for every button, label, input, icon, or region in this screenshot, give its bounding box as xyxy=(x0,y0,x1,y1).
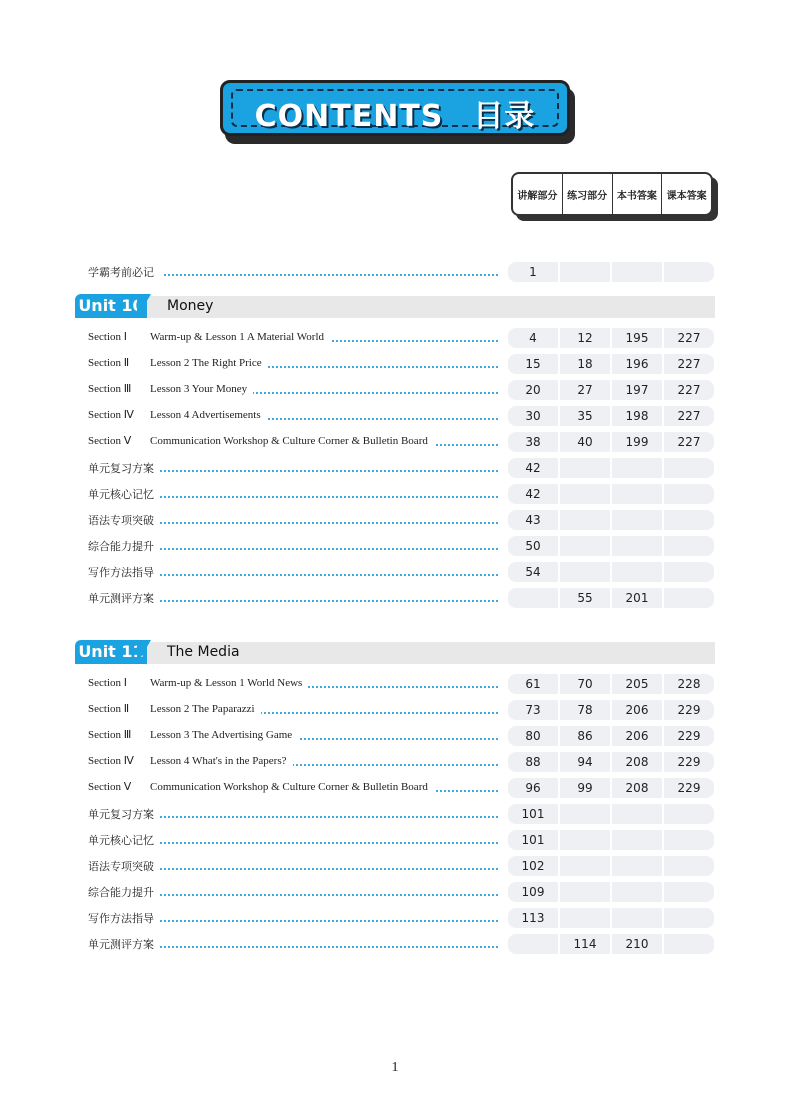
page-practice xyxy=(560,908,610,928)
page-textbook-answers xyxy=(664,484,714,504)
page-book-answers xyxy=(612,458,662,478)
toc-row-intro[interactable] xyxy=(88,262,714,282)
page-book-answers: 197 xyxy=(612,380,662,400)
page-textbook-answers xyxy=(664,588,714,608)
page-cells xyxy=(508,726,714,746)
unit-header xyxy=(75,642,715,664)
toc-entry-title: 单元核心记忆 xyxy=(88,834,154,847)
title-chinese: 目录 xyxy=(473,99,536,134)
page-explanation: 73 xyxy=(508,700,558,720)
page-book-answers: 195 xyxy=(612,328,662,348)
toc-row[interactable] xyxy=(88,752,714,772)
page-practice: 27 xyxy=(560,380,610,400)
page-cells xyxy=(508,588,714,608)
page-title xyxy=(223,91,567,135)
leader-dots xyxy=(148,842,498,844)
page-cells xyxy=(508,262,714,282)
page-practice: 18 xyxy=(560,354,610,374)
page-practice: 40 xyxy=(560,432,610,452)
leader-dots xyxy=(148,574,498,576)
toc-entry-title: 单元核心记忆 xyxy=(88,488,154,501)
column-header-explanation: 讲解部分 xyxy=(513,174,563,214)
toc-entry-label xyxy=(88,486,160,502)
page-practice xyxy=(560,262,610,282)
toc-entry-label xyxy=(88,460,160,476)
page-explanation: 20 xyxy=(508,380,558,400)
page-practice xyxy=(560,856,610,876)
toc-entry-label xyxy=(88,806,160,822)
leader-dots xyxy=(148,920,498,922)
toc-entry-title: Lesson 4 Advertisements xyxy=(150,409,261,421)
unit-tag-corner xyxy=(137,640,151,664)
page-textbook-answers xyxy=(664,830,714,850)
toc-row[interactable] xyxy=(88,380,714,400)
page-cells xyxy=(508,510,714,530)
toc-entry-title: Communication Workshop & Culture Corner & Bulletin Board xyxy=(150,781,428,793)
page-explanation xyxy=(508,588,558,608)
toc-entry-label: 学霸考前必记 xyxy=(88,264,160,280)
page-explanation: 80 xyxy=(508,726,558,746)
page-practice: 114 xyxy=(560,934,610,954)
leader-dots xyxy=(148,600,498,602)
section-number: Section Ⅳ xyxy=(88,755,134,767)
toc-entry-title: 综合能力提升 xyxy=(88,886,154,899)
toc-entry-title: 写作方法指导 xyxy=(88,566,154,579)
section-number: Section Ⅲ xyxy=(88,729,132,741)
page-explanation: 42 xyxy=(508,484,558,504)
page-book-answers: 206 xyxy=(612,726,662,746)
page-explanation: 38 xyxy=(508,432,558,452)
page-book-answers xyxy=(612,262,662,282)
page-explanation: 43 xyxy=(508,510,558,530)
leader-dots xyxy=(148,470,498,472)
page-textbook-answers xyxy=(664,458,714,478)
toc-entry-title: Warm-up & Lesson 1 A Material World xyxy=(150,331,324,343)
unit-header xyxy=(75,296,715,318)
column-header-practice: 练习部分 xyxy=(563,174,613,214)
column-header-book-answers: 本书答案 xyxy=(613,174,663,214)
page-cells xyxy=(508,752,714,772)
page-textbook-answers xyxy=(664,262,714,282)
toc-entry-title: Warm-up & Lesson 1 World News xyxy=(150,677,303,689)
page-textbook-answers xyxy=(664,562,714,582)
toc-row[interactable] xyxy=(88,510,714,530)
toc-row[interactable] xyxy=(88,804,714,824)
toc-entry-label xyxy=(88,538,160,554)
toc-entry-label xyxy=(88,936,160,952)
unit-name: Money xyxy=(167,298,214,314)
page-textbook-answers: 227 xyxy=(664,354,714,374)
toc-row[interactable] xyxy=(88,700,714,720)
page-cells xyxy=(508,856,714,876)
page-cells xyxy=(508,406,714,426)
toc-entry-label xyxy=(88,434,434,447)
toc-entry-title: Lesson 2 The Right Price xyxy=(150,357,262,369)
page-cells xyxy=(508,830,714,850)
toc-entry-label xyxy=(88,676,308,689)
page-book-answers xyxy=(612,484,662,504)
leader-dots xyxy=(148,522,498,524)
page-book-answers xyxy=(612,908,662,928)
toc-row[interactable] xyxy=(88,778,714,798)
page-book-answers xyxy=(612,882,662,902)
toc-row[interactable] xyxy=(88,406,714,426)
toc-entry-title: Lesson 4 What's in the Papers? xyxy=(150,755,287,767)
page-cells xyxy=(508,778,714,798)
page-cells xyxy=(508,432,714,452)
column-header-textbook-answers: 课本答案 xyxy=(666,190,707,202)
leader-dots xyxy=(148,868,498,870)
page-cells xyxy=(508,536,714,556)
toc-row[interactable] xyxy=(88,432,714,452)
toc-entry-title: 综合能力提升 xyxy=(88,540,154,553)
page-explanation: 109 xyxy=(508,882,558,902)
title-english: CONTENTS xyxy=(254,99,444,134)
page-textbook-answers xyxy=(664,804,714,824)
section-number: Section Ⅳ xyxy=(88,409,134,421)
page-textbook-answers: 227 xyxy=(664,432,714,452)
page-explanation: 1 xyxy=(508,262,558,282)
page-practice xyxy=(560,510,610,530)
page-book-answers: 196 xyxy=(612,354,662,374)
page-cells xyxy=(508,354,714,374)
toc-entry-title: Lesson 3 The Advertising Game xyxy=(150,729,293,741)
page-textbook-answers: 229 xyxy=(664,752,714,772)
toc-entry-label xyxy=(88,910,160,926)
page-number: 1 xyxy=(391,1060,399,1075)
page-practice: 12 xyxy=(560,328,610,348)
page-book-answers xyxy=(612,830,662,850)
leader-dots xyxy=(148,548,498,550)
page-practice: 70 xyxy=(560,674,610,694)
toc-entry-title: 语法专项突破 xyxy=(88,860,154,873)
section-number: Section Ⅴ xyxy=(88,781,132,793)
unit-tag-corner xyxy=(137,294,151,318)
toc-row[interactable] xyxy=(88,562,714,582)
page-textbook-answers: 228 xyxy=(664,674,714,694)
toc-entry-title: Communication Workshop & Culture Corner & Bulletin Board xyxy=(150,435,428,447)
page-book-answers: 208 xyxy=(612,778,662,798)
page-practice xyxy=(560,484,610,504)
toc-entry-label xyxy=(88,754,293,767)
page-book-answers: 210 xyxy=(612,934,662,954)
page-textbook-answers: 227 xyxy=(664,328,714,348)
page-practice: 86 xyxy=(560,726,610,746)
page-explanation: 88 xyxy=(508,752,558,772)
toc-entry-title: 单元复习方案 xyxy=(88,808,154,821)
leader-dots xyxy=(148,816,498,818)
page-textbook-answers: 227 xyxy=(664,380,714,400)
page-practice: 35 xyxy=(560,406,610,426)
page-explanation xyxy=(508,934,558,954)
page-textbook-answers xyxy=(664,536,714,556)
page-practice xyxy=(560,458,610,478)
page-cells xyxy=(508,562,714,582)
toc-entry-label xyxy=(88,780,434,793)
toc-entry-label xyxy=(88,408,267,421)
toc-row[interactable] xyxy=(88,830,714,850)
page-practice: 78 xyxy=(560,700,610,720)
page-book-answers xyxy=(612,804,662,824)
page-book-answers: 199 xyxy=(612,432,662,452)
toc-entry-label xyxy=(88,702,261,715)
unit-header-bar xyxy=(135,296,715,318)
section-number: Section Ⅴ xyxy=(88,435,132,447)
section-number: Section Ⅰ xyxy=(88,677,127,689)
page-book-answers: 205 xyxy=(612,674,662,694)
toc-row[interactable] xyxy=(88,726,714,746)
page-explanation: 61 xyxy=(508,674,558,694)
page-cells xyxy=(508,328,714,348)
column-header-box xyxy=(511,172,713,216)
leader-dots xyxy=(148,894,498,896)
page-cells xyxy=(508,458,714,478)
page-book-answers: 206 xyxy=(612,700,662,720)
page-book-answers: 201 xyxy=(612,588,662,608)
page-textbook-answers xyxy=(664,510,714,530)
page-explanation: 96 xyxy=(508,778,558,798)
section-number: Section Ⅰ xyxy=(88,331,127,343)
toc-entry-label xyxy=(88,858,160,874)
toc-entry-title: 单元测评方案 xyxy=(88,938,154,951)
toc-row[interactable] xyxy=(88,674,714,694)
toc-row[interactable] xyxy=(88,934,714,954)
toc-entry-label xyxy=(88,330,330,343)
page-practice xyxy=(560,536,610,556)
toc-row[interactable] xyxy=(88,354,714,374)
toc-entry-label xyxy=(88,564,160,580)
page-cells xyxy=(508,804,714,824)
page-cells xyxy=(508,484,714,504)
section-number: Section Ⅱ xyxy=(88,703,130,715)
page-book-answers xyxy=(612,510,662,530)
leader-dots xyxy=(164,274,498,276)
page-cells xyxy=(508,700,714,720)
page-cells xyxy=(508,380,714,400)
page-practice xyxy=(560,882,610,902)
page-book-answers: 198 xyxy=(612,406,662,426)
toc-entry-label xyxy=(88,512,160,528)
page-explanation: 54 xyxy=(508,562,558,582)
toc-entry-title: Lesson 2 The Paparazzi xyxy=(150,703,255,715)
page-textbook-answers: 227 xyxy=(664,406,714,426)
page-explanation: 4 xyxy=(508,328,558,348)
toc-entry-label xyxy=(88,590,160,606)
page-practice: 99 xyxy=(560,778,610,798)
page-textbook-answers: 229 xyxy=(664,700,714,720)
unit-tag: Unit 11 xyxy=(75,640,147,664)
page-explanation: 15 xyxy=(508,354,558,374)
page-textbook-answers: 229 xyxy=(664,726,714,746)
page-cells xyxy=(508,674,714,694)
toc-row[interactable] xyxy=(88,328,714,348)
page-practice xyxy=(560,830,610,850)
page-book-answers: 208 xyxy=(612,752,662,772)
page-explanation: 102 xyxy=(508,856,558,876)
page-practice: 94 xyxy=(560,752,610,772)
page-textbook-answers xyxy=(664,882,714,902)
page-explanation: 50 xyxy=(508,536,558,556)
page-textbook-answers xyxy=(664,856,714,876)
toc-entry-title: 语法专项突破 xyxy=(88,514,154,527)
toc-entry-title: 单元复习方案 xyxy=(88,462,154,475)
leader-dots xyxy=(148,946,498,948)
title-banner xyxy=(220,80,570,136)
page-textbook-answers xyxy=(664,934,714,954)
section-number: Section Ⅲ xyxy=(88,383,132,395)
page-cells xyxy=(508,934,714,954)
page-practice: 55 xyxy=(560,588,610,608)
page-book-answers xyxy=(612,856,662,876)
toc-row[interactable] xyxy=(88,458,714,478)
page-explanation: 113 xyxy=(508,908,558,928)
page-textbook-answers: 229 xyxy=(664,778,714,798)
page-textbook-answers xyxy=(664,908,714,928)
toc-entry-label xyxy=(88,382,253,395)
unit-tag: Unit 10 xyxy=(75,294,147,318)
toc-entry-label xyxy=(88,832,160,848)
toc-entry-label xyxy=(88,728,298,741)
page-book-answers xyxy=(612,562,662,582)
page-explanation: 42 xyxy=(508,458,558,478)
toc-entry-title: 写作方法指导 xyxy=(88,912,154,925)
toc-entry-title: Lesson 3 Your Money xyxy=(150,383,248,395)
toc-row[interactable] xyxy=(88,536,714,556)
page-explanation: 101 xyxy=(508,804,558,824)
section-number: Section Ⅱ xyxy=(88,357,130,369)
toc-row[interactable] xyxy=(88,882,714,902)
page-explanation: 30 xyxy=(508,406,558,426)
page-cells xyxy=(508,882,714,902)
page-cells xyxy=(508,908,714,928)
toc-entry-title: 单元测评方案 xyxy=(88,592,154,605)
page-practice xyxy=(560,562,610,582)
unit-name: The Media xyxy=(167,644,240,660)
toc-entry-label xyxy=(88,356,268,369)
toc-row[interactable] xyxy=(88,856,714,876)
page-book-answers xyxy=(612,536,662,556)
page-explanation: 101 xyxy=(508,830,558,850)
toc-row[interactable] xyxy=(88,588,714,608)
toc-row[interactable] xyxy=(88,908,714,928)
page-practice xyxy=(560,804,610,824)
leader-dots xyxy=(148,496,498,498)
toc-entry-label xyxy=(88,884,160,900)
toc-row[interactable] xyxy=(88,484,714,504)
